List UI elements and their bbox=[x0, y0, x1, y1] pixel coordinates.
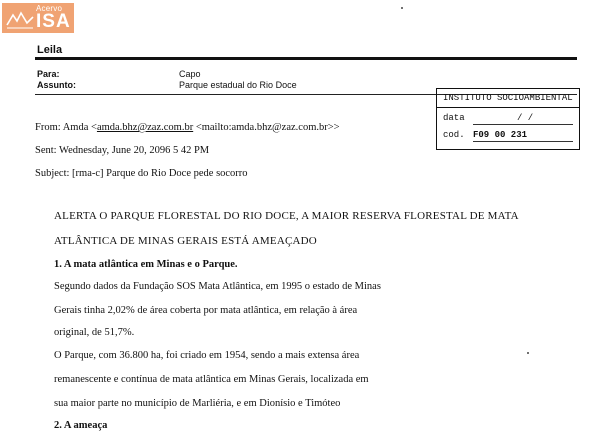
from-prefix: From: Amda < bbox=[35, 122, 97, 133]
stamp-data-line bbox=[473, 124, 573, 125]
acervo-isa-logo bbox=[2, 3, 74, 33]
stamp-data-label: data bbox=[443, 113, 465, 123]
stamp-institution: INSTITUTO SOCIOAMBIENTAL bbox=[443, 93, 573, 103]
paragraph-1-line-3: original, de 51,7%. bbox=[54, 327, 135, 338]
scan-speck bbox=[401, 7, 403, 9]
assunto-value: Parque estadual do Rio Doce bbox=[179, 80, 297, 90]
alert-line-2: ATLÂNTICA DE MINAS GERAIS ESTÁ AMEAÇADO bbox=[54, 235, 317, 247]
stamp-cod-line bbox=[473, 141, 573, 142]
alert-line-1: ALERTA O PARQUE FLORESTAL DO RIO DOCE, A MAIOR RESERVA FLORESTAL DE MATA bbox=[54, 210, 519, 222]
para-label: Para: bbox=[37, 69, 60, 79]
from-line bbox=[35, 122, 340, 133]
paragraph-2-line-3: sua maior parte no município de Marliéria, e em Dionísio e Timóteo bbox=[54, 398, 341, 409]
paragraph-1-line-2: Gerais tinha 2,02% de área coberta por mata atlântica, em relação à área bbox=[54, 305, 358, 316]
para-value: Capo bbox=[179, 69, 201, 79]
assunto-label: Assunto: bbox=[37, 80, 76, 90]
scan-speck bbox=[527, 352, 529, 354]
subject-line: Subject: [rma-c] Parque do Rio Doce pede socorro bbox=[35, 168, 248, 179]
from-email-link[interactable]: amda.bhz@zaz.com.br bbox=[96, 122, 194, 133]
stamp-divider bbox=[437, 107, 579, 108]
logo-main-text: ISA bbox=[36, 11, 71, 32]
header-divider bbox=[35, 57, 577, 60]
stamp-cod-label: cod. bbox=[443, 130, 465, 140]
from-suffix: <mailto:amda.bhz@zaz.com.br>> bbox=[193, 122, 340, 133]
paragraph-2-line-1: O Parque, com 36.800 ha, foi criado em 1954, sendo a mais extensa área bbox=[54, 350, 360, 361]
stamp-cod-value: F09 00 231 bbox=[473, 130, 528, 140]
paragraph-1-line-1: Segundo dados da Fundação SOS Mata Atlântica, em 1995 o estado de Minas bbox=[54, 281, 381, 292]
logo-mark-icon bbox=[5, 9, 35, 29]
sender-name: Leila bbox=[37, 44, 63, 56]
archive-stamp bbox=[436, 88, 580, 150]
stamp-data-value: / / bbox=[517, 113, 534, 123]
section-2-title: 2. A ameaça bbox=[54, 420, 108, 431]
paragraph-2-line-2: remanescente e contínua de mata atlântica em Minas Gerais, localizada em bbox=[54, 374, 369, 385]
section-1-title: 1. A mata atlântica em Minas e o Parque. bbox=[54, 259, 238, 270]
logo-top-text: Acervo bbox=[36, 4, 63, 13]
sent-line: Sent: Wednesday, June 20, 2096 5 42 PM bbox=[35, 145, 210, 156]
